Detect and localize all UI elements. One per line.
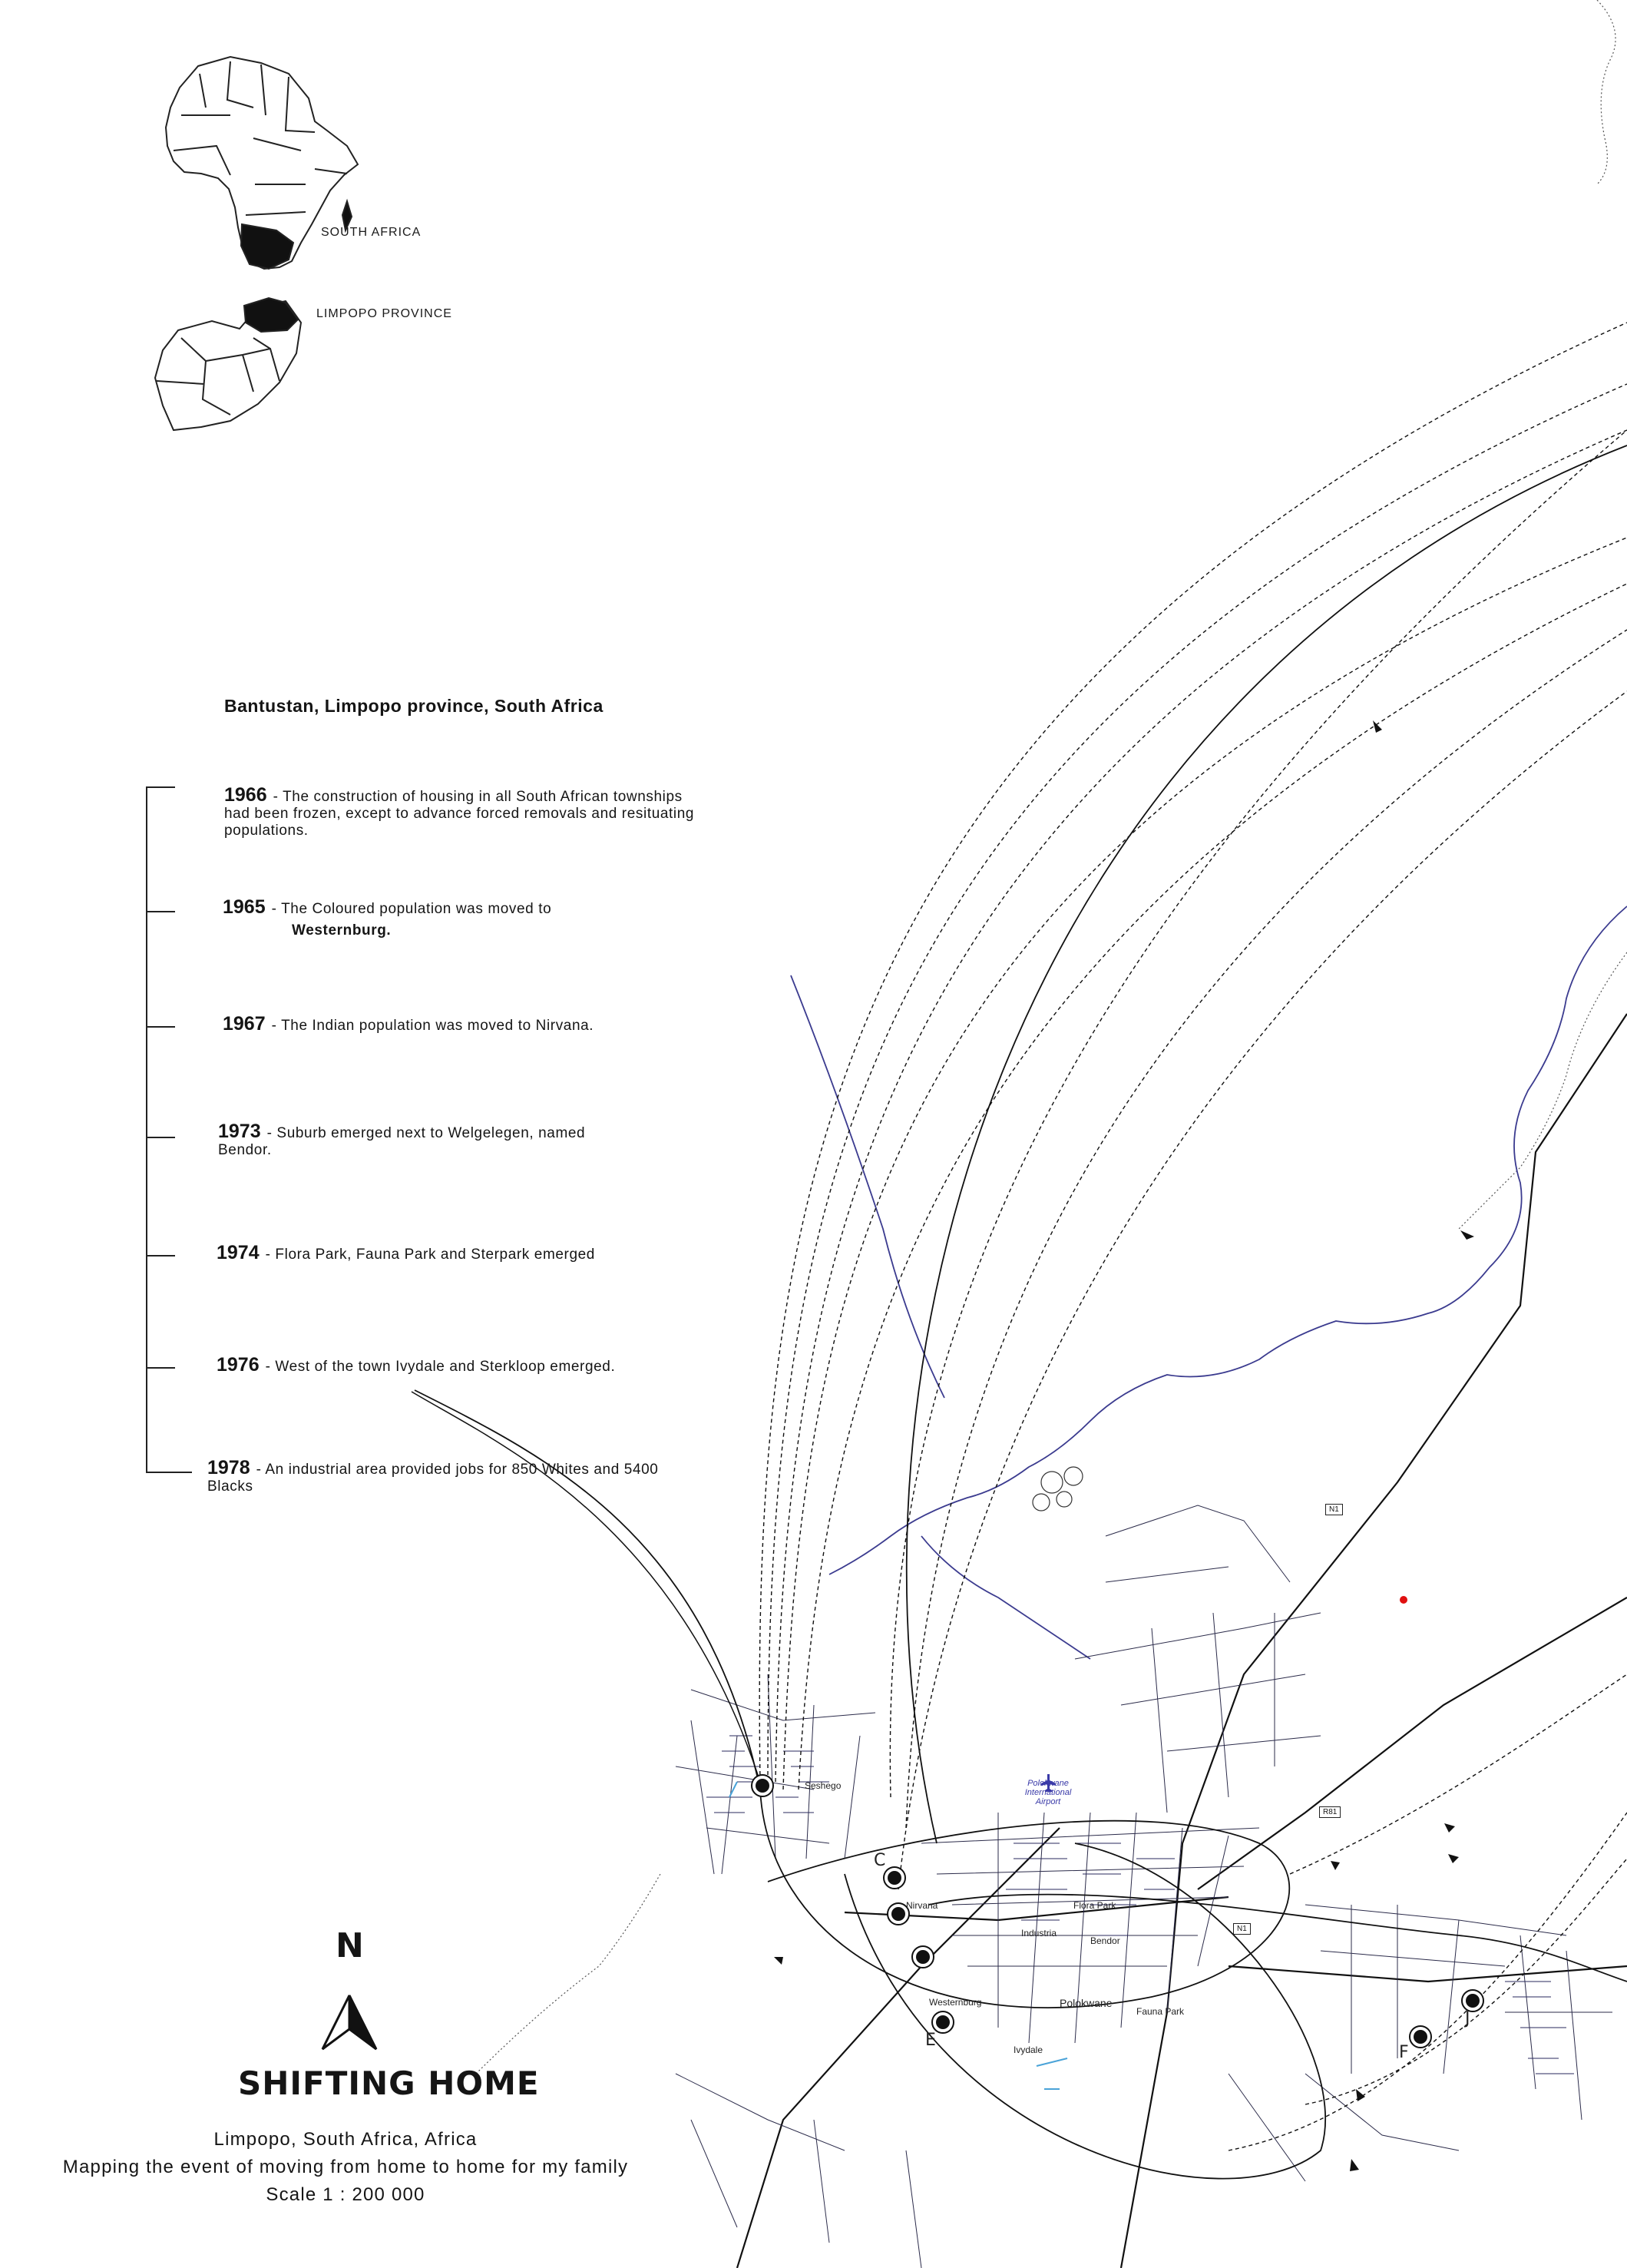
road-label-n1: N1 [1325,1504,1343,1515]
timeline-entry-1965 [223,896,653,944]
timeline-tick [146,1472,192,1473]
timeline-tick [146,911,175,912]
boundary-lines [476,0,1627,2074]
timeline-year: 1966 [224,784,267,806]
place-label-airport [1014,1779,1083,1806]
timeline-entry-1967 [223,1015,699,1035]
home-marker-nirvana [912,1946,934,1968]
street-network [676,1505,1612,2268]
airport-label-line: Polokwane [1027,1779,1069,1788]
place-label-westernburg: Westernburg [929,1997,982,2008]
timeline-text: - Suburb emerged next to Welgelegen, named Bendor. [218,1125,586,1158]
limpopo-inset-label: LIMPOPO PROVINCE [316,307,452,320]
place-label-bendor: Bendor [1090,1935,1120,1946]
reservoir-circles [1033,1467,1083,1511]
timeline-tick [146,1255,175,1257]
direction-arrows [774,720,1474,2171]
timeline-text: - An industrial area provided jobs for 850 Whites and 5400 Blacks [207,1462,659,1495]
airport-label-line: International [1024,1788,1072,1797]
marker-label-e: E [925,2031,936,2050]
south-africa-inset-map [155,298,301,430]
timeline-year: 1965 [223,896,266,918]
timeline-text: - Flora Park, Fauna Park and Sterpark emerged [265,1247,595,1263]
marker-label-j: J [1465,2009,1470,2028]
place-label-ivydale: Ivydale [1014,2045,1043,2055]
timeline-entry-1966 [224,786,700,839]
timeline-text: - The Coloured population was moved to [271,901,552,917]
home-marker-e [932,2011,954,2033]
place-label-fauna-park: Fauna Park [1136,2006,1185,2017]
timeline-year: 1974 [217,1242,260,1263]
timeline-text: - The construction of housing in all South African townships had been frozen, except to advance forced removals and resituating populations. [224,789,695,839]
home-marker-c [884,1867,905,1889]
timeline-year: 1967 [223,1013,266,1035]
airport-label-line: Airport [1035,1797,1061,1806]
timeline-year: 1976 [217,1354,260,1376]
marker-label-f: F [1399,2043,1409,2062]
timeline-tick [146,786,175,788]
road-label-r81: R81 [1319,1806,1341,1818]
road-label-n1: N1 [1233,1923,1251,1935]
timeline-text: - West of the town Ivydale and Sterkloop emerged. [265,1359,616,1375]
place-label-seshego: Seshego [805,1780,842,1791]
south-africa-inset-label: SOUTH AFRICA [321,226,422,239]
timeline-year: 1978 [207,1457,250,1478]
place-label-nirvana: Nirvana [906,1900,938,1911]
timeline-tick [146,1026,175,1028]
north-arrow-icon [322,1995,376,2049]
map-title: SHIFTING HOME [238,2064,540,2102]
scale-label: Scale 1 : 200 000 [266,2184,425,2205]
place-label-polokwane: Polokwane [1060,1997,1113,2009]
timeline-text: - The Indian population was moved to Nirvana. [271,1018,594,1034]
red-dot-marker [1400,1596,1407,1604]
timeline-entry-1974 [217,1244,708,1263]
place-label-industrial: Industria [1021,1928,1057,1939]
timeline-tick [146,1137,175,1138]
timeline-bold-text: Westernburg. [292,922,392,939]
place-label-flora-park: Flora Park [1073,1900,1116,1911]
major-roads [737,1014,1627,2268]
timeline-leader-line [412,1392,760,1782]
timeline-bar [146,786,147,1473]
timeline-tick [146,1367,175,1369]
subtitle-line: Mapping the event of moving from home to home for my family [62,2157,629,2177]
marker-label-c: C [874,1851,886,1870]
subtitle-line: Limpopo, South Africa, Africa [213,2129,478,2150]
river-lines [791,906,1627,1659]
section-title: Bantustan, Limpopo province, South Africa [224,696,604,716]
home-marker-j [1462,1990,1483,2011]
north-label: N [336,1926,364,1965]
timeline-entry-1973 [218,1123,617,1159]
timeline-year: 1973 [218,1121,261,1142]
timeline-entry-1978 [207,1459,668,1495]
home-marker-seshego [752,1775,773,1796]
timeline-entry-1976 [217,1356,708,1376]
home-marker-f [1410,2026,1431,2048]
